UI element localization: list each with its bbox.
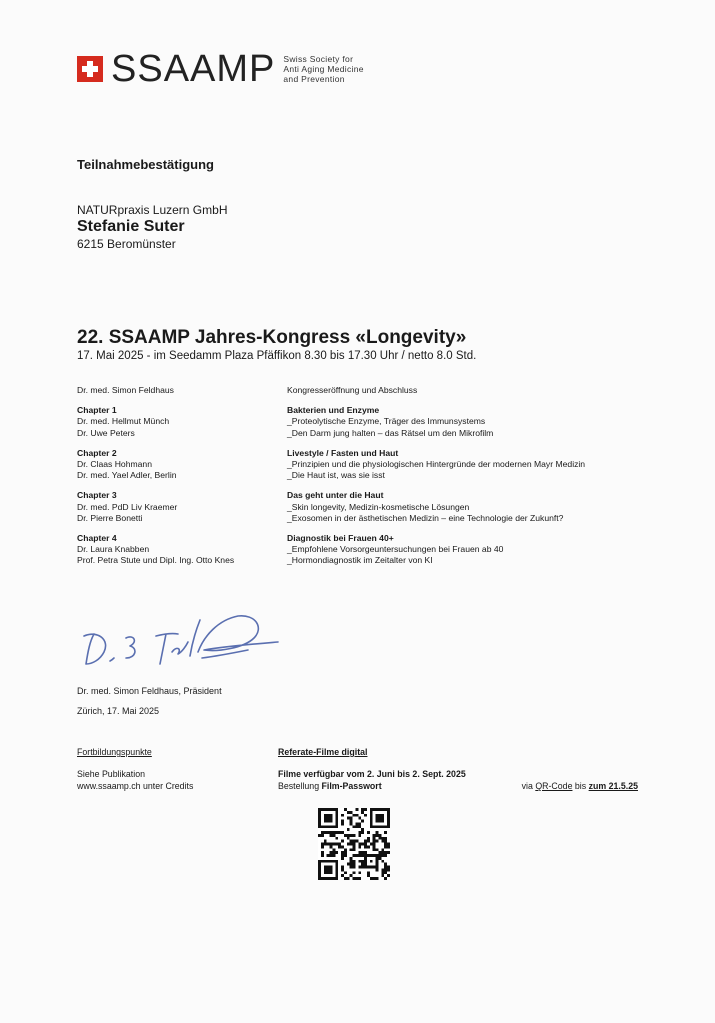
qr-middle: bis	[572, 781, 589, 791]
topic-item: _Hormondiagnostik im Zeitalter von KI	[287, 555, 433, 566]
program-row	[77, 533, 677, 567]
credits-url[interactable]: www.ssaamp.ch unter Credits	[77, 781, 194, 791]
speaker: Dr. Pierre Bonetti	[77, 512, 143, 523]
qr-code-link[interactable]: QR-Code	[535, 781, 573, 791]
program-speakers	[77, 448, 287, 482]
topic-item: _Empfohlene Vorsorgeuntersuchungen bei Frauen ab 40	[287, 544, 504, 555]
films-order-prefix: Bestellung	[278, 781, 322, 791]
speaker: Dr. med. Hellmut Münch	[77, 416, 170, 427]
qr-deadline: zum 21.5.25	[588, 781, 638, 791]
topic-title: Livestyle / Fasten und Haut	[287, 447, 399, 458]
program-speakers	[77, 533, 287, 567]
brand-subtitle	[283, 54, 363, 84]
speaker: Dr. med. Yael Adler, Berlin	[77, 470, 177, 481]
program-row	[77, 490, 677, 524]
speaker: Prof. Petra Stute und Dipl. Ing. Otto Knes	[77, 555, 235, 566]
program-topics	[287, 405, 677, 439]
chapter-label: Chapter 1	[77, 405, 117, 416]
topic-item: _Den Darm jung halten – das Rätsel um den Mikrofilm	[287, 427, 494, 438]
program-topics	[287, 385, 677, 396]
program-speakers	[77, 385, 287, 396]
recipient-company: NATURpraxis Luzern GmbH	[77, 203, 228, 217]
brand-subtitle-line: Swiss Society for	[283, 54, 354, 64]
film-password: Film-Passwort	[321, 781, 382, 791]
chapter-label: Chapter 4	[77, 533, 117, 544]
speaker: Dr. Laura Knabben	[77, 544, 150, 555]
ssaamp-logo	[77, 50, 364, 88]
topic-item: _Die Haut ist, was sie isst	[287, 470, 385, 481]
qr-prefix: via	[521, 781, 536, 791]
films-block	[278, 746, 638, 792]
topic-item: _Skin longevity, Medizin-kosmetische Lösungen	[287, 501, 470, 512]
program-speakers	[77, 490, 287, 524]
program-row	[77, 405, 677, 439]
recipient-block	[77, 203, 227, 251]
document-title: Teilnahmebestätigung	[77, 157, 214, 172]
films-order	[278, 780, 382, 792]
topic-title: Das geht unter die Haut	[287, 490, 384, 501]
program-speakers	[77, 405, 287, 439]
chapter-label: Chapter 3	[77, 490, 117, 501]
brand-subtitle-line: Anti Aging Medicine	[283, 64, 364, 74]
congress-title: 22. SSAAMP Jahres-Kongress «Longevity»	[77, 327, 467, 348]
credits-block	[77, 746, 193, 792]
topic-title: Bakterien und Enzyme	[287, 405, 380, 416]
signer-name: Dr. med. Simon Feldhaus, Präsident	[77, 686, 222, 696]
signature-date: Zürich, 17. Mai 2025	[77, 706, 160, 716]
topic-item: _Prinzipien und die physiologischen Hintergründe der modernen Mayr Medizin	[287, 459, 586, 470]
qr-code[interactable]	[318, 808, 390, 880]
swiss-cross-icon	[77, 56, 103, 82]
speaker: Dr. Uwe Peters	[77, 427, 135, 438]
recipient-city: 6215 Beromünster	[77, 237, 176, 251]
speaker: Dr. Claas Hohmann	[77, 459, 152, 470]
chapter-label: Chapter 2	[77, 447, 117, 458]
recipient-name: Stefanie Suter	[77, 218, 185, 235]
brand-subtitle-line: and Prevention	[283, 74, 345, 84]
films-order-line	[278, 780, 638, 792]
speaker: Dr. med. PdD Liv Kraemer	[77, 501, 178, 512]
credits-line: Siehe Publikation	[77, 769, 145, 779]
program-row	[77, 385, 677, 396]
program-topics	[287, 448, 677, 482]
speaker: Dr. med. Simon Feldhaus	[77, 385, 174, 395]
topic-title: Kongresseröffnung und Abschluss	[287, 385, 418, 395]
congress-subtitle: 17. Mai 2025 - im Seedamm Plaza Pfäffikon 8.30 bis 17.30 Uhr / netto 8.0 Std.	[77, 350, 477, 362]
films-heading: Referate-Filme digital	[278, 747, 368, 757]
brand-name: SSAAMP	[111, 48, 276, 90]
program-topics	[287, 533, 677, 567]
program-row	[77, 448, 677, 482]
films-availability: Filme verfügbar vom 2. Juni bis 2. Sept. 2025	[278, 769, 466, 779]
program-topics	[287, 490, 677, 524]
handwritten-signature	[78, 606, 283, 676]
credits-heading: Fortbildungspunkte	[77, 747, 152, 757]
topic-item: _Proteolytische Enzyme, Träger des Immunsystems	[287, 416, 486, 427]
program-table	[77, 385, 677, 576]
topic-item: _Exosomen in der ästhetischen Medizin – eine Technologie der Zukunft?	[287, 512, 564, 523]
topic-title: Diagnostik bei Frauen 40+	[287, 533, 394, 544]
qr-instruction	[522, 780, 638, 792]
